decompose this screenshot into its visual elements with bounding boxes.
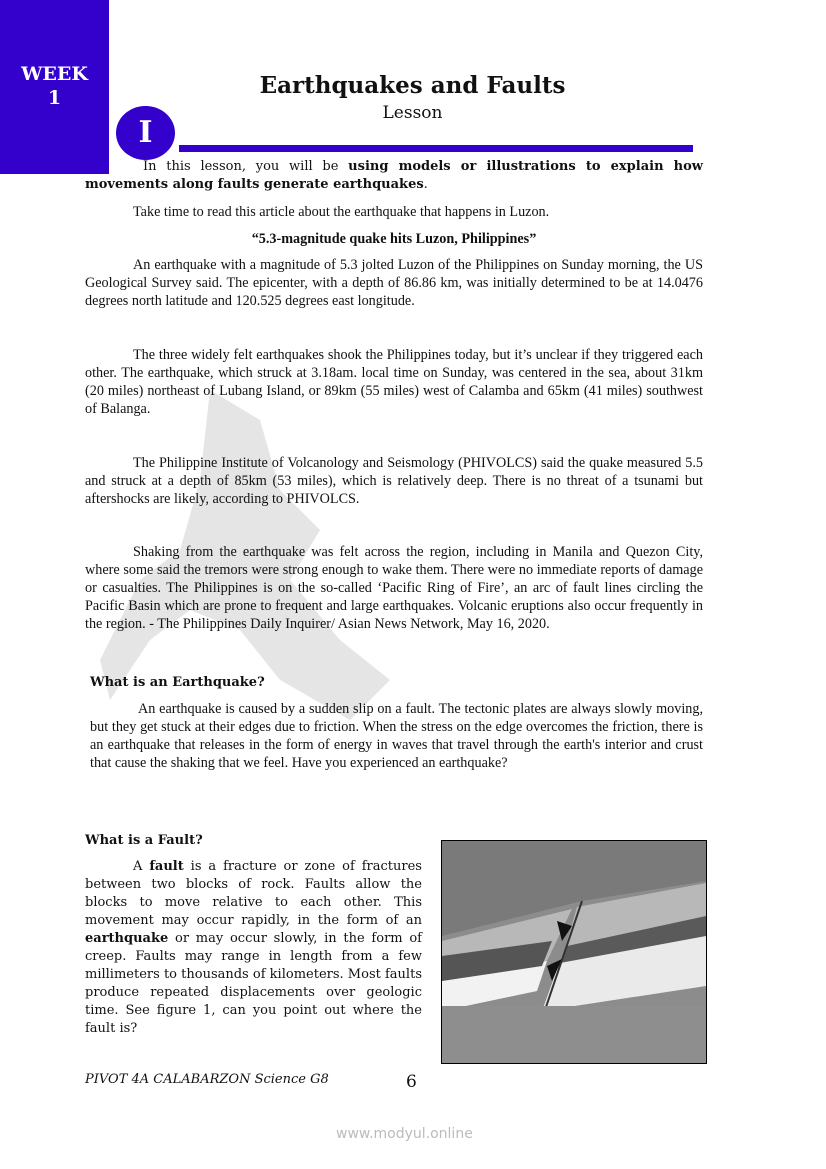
site-watermark: www.modyul.online: [336, 1126, 473, 1142]
intro-end: .: [423, 177, 428, 192]
intro-text: In this lesson, you will be: [143, 159, 349, 174]
fault-text: or may occur slowly, in the form of creep. Faults may range in length from a few millimeters to thousands of kilometers. Most faults produce repeated displacements over geologic time. See figure 1, can you point out where the fault is?: [85, 931, 422, 1036]
fault-figure: [441, 840, 707, 1064]
fault-text: A: [133, 859, 150, 874]
section-badge: I: [116, 106, 175, 160]
page-subtitle: Lesson: [382, 103, 443, 123]
fault-heading: What is a Fault?: [85, 833, 203, 848]
fault-term: fault: [149, 859, 184, 874]
article-paragraph: An earthquake with a magnitude of 5.3 jolted Luzon of the Philippines on Sunday morning, the US Geological Survey said. The epicenter, with a depth of 86.86 km, was initially determined to be at 14.0476 degrees north latitude and 120.525 degrees east longitude.: [85, 257, 703, 309]
earthquake-heading: What is an Earthquake?: [90, 675, 265, 690]
week-banner: [0, 0, 109, 174]
article-paragraph: The Philippine Institute of Volcanology and Seismology (PHIVOLCS) said the quake measured 5.5 and struck at a depth of 85km (53 miles), which is relatively deep. There is no threat of a tsunami but aftershocks are likely, according to PHIVOLCS.: [85, 455, 703, 507]
page-title: Earthquakes and Faults: [259, 72, 566, 99]
article-paragraph: Shaking from the earthquake was felt across the region, including in Manila and Quezon City, where some said the tremors were strong enough to wake them. There were no immediate reports of damage or casualties. The Philippines is on the so-called ‘Pacific Ring of Fire’, an arc of fault lines circling the Pacific Basin which are prone to frequent and large earthquakes. Volcanic eruptions also occur frequently in the region. - The Philippines Daily Inquirer/ Asian News Network, May 16, 2020.: [85, 544, 703, 632]
reading-prompt: Take time to read this article about the earthquake that happens in Luzon.: [133, 204, 550, 220]
intro-objective: using models or illustrations to explain how movements along faults generate earthquakes: [85, 159, 703, 192]
fault-text: is a fracture or zone of fractures between two blocks of rock. Faults allow the blocks to move relative to each other. This movement may occur rapidly, in the form of an: [85, 859, 422, 928]
earthquake-paragraph: An earthquake is caused by a sudden slip on a fault. The tectonic plates are always slowly moving, but they get stuck at their edges due to friction. When the stress on the edge overcomes the friction, there is an earthquake that releases in the form of energy in waves that travel through the earth's interior and crust that cause the shaking that we feel. Have you experienced an earthquake?: [90, 701, 703, 771]
week-number: 1: [47, 87, 62, 109]
page-number: 6: [406, 1072, 417, 1092]
week-text: WEEK: [21, 63, 88, 85]
header-rule: [179, 145, 693, 152]
earthquake-term: earthquake: [85, 931, 169, 946]
week-label: [0, 62, 109, 110]
article-headline: “5.3-magnitude quake hits Luzon, Philippines”: [251, 231, 537, 247]
intro-paragraph: [85, 158, 703, 194]
article-paragraph: The three widely felt earthquakes shook the Philippines today, but it’s unclear if they triggered each other. The earthquake, which struck at 3.18am. local time on Sunday, was centered in the sea, about 31km (20 miles) northeast of Lubang Island, or 89km (55 miles) west of Calamba and 65km (41 miles) southwest of Balanga.: [85, 347, 703, 417]
footer-source: PIVOT 4A CALABARZON Science G8: [85, 1072, 329, 1087]
fault-rock-image: [442, 841, 706, 1063]
fault-paragraph: [85, 858, 422, 1038]
